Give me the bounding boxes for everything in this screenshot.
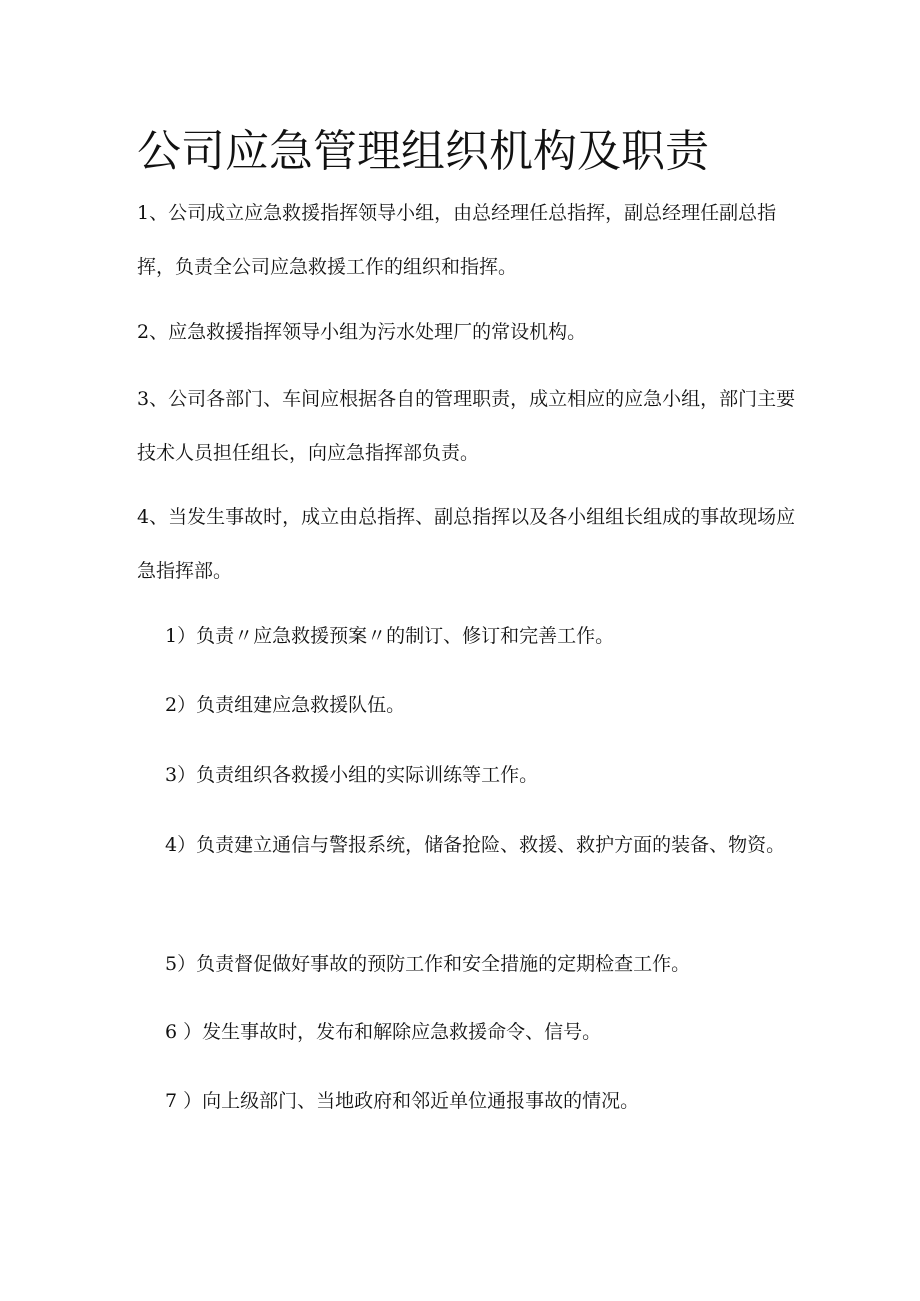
duty-item-2: 2）负责组建应急救援队伍。 — [165, 694, 406, 716]
duty-item-6: 6 ）发生事故时，发布和解除应急救援命令、信号。 — [165, 1021, 602, 1043]
paragraph-4: 4、当发生事故时，成立由总指挥、副总指挥以及各小组组长组成的事故现场应急指挥部。 — [137, 506, 796, 582]
duty-item-4: 4）负责建立通信与警报系统，储备抢险、救援、救护方面的装备、物资。 — [165, 834, 786, 856]
document-title: 公司应急管理组织机构及职责 — [137, 126, 709, 177]
paragraph-1: 1、公司成立应急救援指挥领导小组，由总经理任总指挥，副总经理任副总指挥，负责全公司应急救援工作的组织和指挥。 — [137, 202, 777, 278]
duty-item-1: 1）负责〃应急救援预案〃的制订、修订和完善工作。 — [165, 625, 615, 647]
duty-item-5: 5）负责督促做好事故的预防工作和安全措施的定期检查工作。 — [165, 953, 691, 975]
paragraph-3: 3、公司各部门、车间应根据各自的管理职责，成立相应的应急小组，部门主要技术人员担任组长，向应急指挥部负责。 — [137, 388, 796, 464]
duty-item-7: 7 ）向上级部门、当地政府和邻近单位通报事故的情况。 — [165, 1090, 640, 1112]
paragraph-2: 2、应急救援指挥领导小组为污水处理厂的常设机构。 — [137, 321, 587, 343]
duty-item-3: 3）负责组织各救援小组的实际训练等工作。 — [165, 764, 539, 786]
